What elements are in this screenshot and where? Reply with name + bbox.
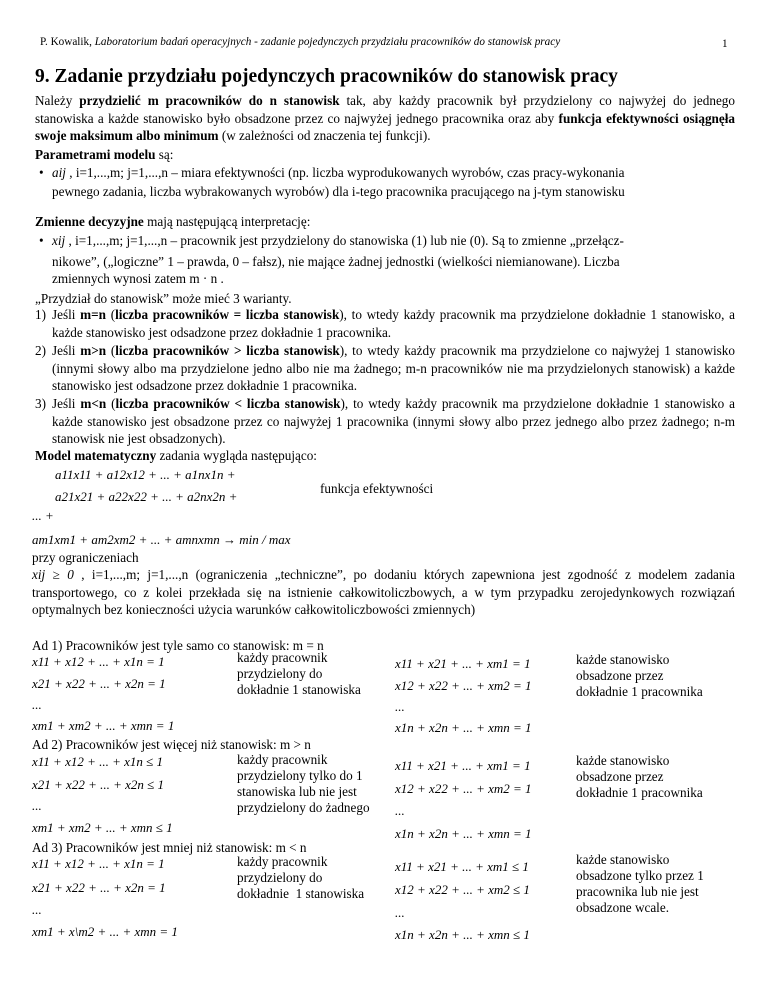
variant-number: 2): [35, 343, 46, 358]
intro-text: Należy: [35, 93, 80, 108]
case-3-right-row: x12 + x22 + ... + xm2 ≤ 1: [395, 882, 530, 897]
model-label: Model matematyczny: [35, 448, 157, 463]
case-3-right-row: ...: [395, 905, 405, 920]
case-2-right-row: x1n + x2n + ... + xmn = 1: [395, 826, 532, 841]
params-label: Parametrami modelu: [35, 147, 156, 162]
case-1-left-row: x11 + x12 + ... + x1n = 1: [32, 654, 165, 669]
decision-heading: [35, 213, 310, 231]
decision-label: Zmienne decyzyjne: [35, 214, 144, 229]
section-title: 9. Zadanie przydziału pojedynczych pracowników do stanowisk pracy: [35, 66, 618, 87]
variant-number: 1): [35, 307, 46, 322]
variants-intro: „Przydział do stanowisk” może mieć 3 warianty.: [35, 291, 292, 306]
variant-text: ), to wtedy każdy pracownik ma przydzielone dokładnie 1 stanowisko, a każde stanowisko jest odsadzone przez dokładnie 1 pracownika.: [52, 307, 735, 340]
variant-3: [52, 395, 735, 448]
bullet2-line3: zmiennych wynosi zatem m · n .: [52, 271, 224, 286]
case-2-right-comment: każde stanowisko obsadzone przez dokładnie 1 pracownika: [576, 753, 703, 800]
case-3-title: Ad 3) Pracowników jest mniej niż stanowisk: m < n: [32, 840, 307, 855]
var-xij: xij: [52, 233, 66, 248]
case-1-right-comment: każde stanowisko obsadzone przez dokładnie 1 pracownika: [576, 652, 703, 699]
case-3-right-row: x1n + x2n + ... + xmn ≤ 1: [395, 927, 530, 942]
intro-text-2: tak, aby każdy pracownik był przydzielony co najwyżej do jednego stanowiska a każde stanowisko było obsadzone przez co najwyżej jednego pracownika oraz aby: [35, 93, 735, 126]
objective-row-3: ... +: [32, 508, 54, 523]
objective-row-4: am1xm1 + am2xm2 + ... + amnxmn → min / max: [32, 532, 291, 547]
case-1-title: Ad 1) Pracowników jest tyle samo co stanowisk: m = n: [32, 638, 324, 653]
var-aij: aij: [52, 165, 66, 180]
variant-1: [52, 306, 735, 341]
nonneg-math: xij ≥ 0: [32, 567, 74, 582]
variant-cond: m=n: [80, 307, 106, 322]
case-3-left-row: xm1 + x\m2 + ... + xmn = 1: [32, 924, 178, 939]
page-number: 1: [722, 38, 728, 50]
objective-row-2: a21x21 + a22x22 + ... + a2nx2n +: [55, 489, 238, 504]
case-3-left-row: x21 + x22 + ... + x2n = 1: [32, 880, 166, 895]
case-3-right-row: x11 + x21 + ... + xm1 ≤ 1: [395, 859, 529, 874]
variant-bold: liczba pracowników = liczba stanowisk: [115, 307, 340, 322]
decision-after: mają następującą interpretację:: [143, 214, 311, 229]
case-3-right-comment: każde stanowisko obsadzone tylko przez 1 pracownika lub nie jest obsadzone wcale.: [576, 852, 704, 915]
case-3-left-row: x11 + x12 + ... + x1n = 1: [32, 856, 165, 871]
case-2-left-row: x11 + x12 + ... + x1n ≤ 1: [32, 754, 164, 769]
bullet1-line2: pewnego zadania, liczba wybrakowanych wyrobów) dla i-tego pracownika pracującego na j-tym stanowisku: [52, 184, 625, 199]
intro-text-3: (w zależności od znaczenia tej funkcji).: [218, 128, 431, 143]
variant-2: [52, 342, 735, 395]
case-2-left-row: x21 + x22 + ... + x2n ≤ 1: [32, 777, 165, 792]
variant-number: 3): [35, 396, 46, 411]
variant-text: (: [106, 307, 116, 322]
objective-row-1: a11x11 + a12x12 + ... + a1nx1n +: [55, 467, 236, 482]
case-1-left-row: ...: [32, 697, 42, 712]
header-author: P. Kowalik,: [40, 36, 92, 48]
case-1-right-row: ...: [395, 699, 405, 714]
case-1-left-row: xm1 + xm2 + ... + xmn = 1: [32, 718, 175, 733]
variant-text: ), to wtedy każdy pracownik ma przydzielone co najwyżej 1 stanowisko (innymi słowy albo ma przydzielone jedno albo nie ma żadnego; m-n pracowników nie ma przydzielonych stanowisk) a każde stanowisko jest odsadzone przez dokładnie 1 pracownika.: [52, 343, 735, 393]
variant-bold: liczba pracowników < liczba stanowisk: [115, 396, 341, 411]
objective-label: funkcja efektywności: [320, 481, 434, 496]
case-3-left-comment: każdy pracownik przydzielony do dokładnie 1 stanowiska: [237, 854, 365, 901]
case-1-right-row: x1n + x2n + ... + xmn = 1: [395, 720, 532, 735]
nonnegativity: [32, 566, 735, 619]
intro-paragraph: [35, 92, 735, 145]
case-1-right-row: x12 + x22 + ... + xm2 = 1: [395, 678, 532, 693]
header-title: Laboratorium badań operacyjnych - zadanie pojedynczych przydziału pracowników do stanowisk pracy: [94, 36, 561, 48]
variant-text: (: [106, 396, 116, 411]
variant-text: Jeśli: [52, 307, 81, 322]
variant-text: (: [106, 343, 116, 358]
case-2-left-row: ...: [32, 798, 42, 813]
case-2-right-row: ...: [395, 803, 405, 818]
intro-bold-assign: przydzielić m pracowników do n stanowisk: [79, 93, 340, 108]
case-1-left-row: x21 + x22 + ... + x2n = 1: [32, 676, 166, 691]
variant-text: ), to wtedy każdy pracownik ma przydzielone dokładnie 1 stanowisko a każde stanowisko jest obsadzone przez co najwyżej 1 pracownika (innymi słowy albo przez jednego albo przez żadnego; n-m stanowisk nie jest obsadzonych).: [52, 396, 735, 446]
case-3-left-row: ...: [32, 902, 42, 917]
bullet-decision: [52, 232, 624, 250]
bullet1-line1: , i=1,...,m; j=1,...,n – miara efektywności (np. liczba wyprodukowanych wyrobów, czas pracy-wykonania: [65, 165, 625, 180]
bullet2-line2: nikowe”, („logiczne” 1 – prawda, 0 – fałsz), nie mające żadnej jednostki (wielkości niemianowane). Liczba: [52, 254, 620, 269]
constraints-label: przy ograniczeniach: [32, 550, 139, 565]
variant-bold: liczba pracowników > liczba stanowisk: [115, 343, 340, 358]
case-2-left-comment: każdy pracownik przydzielony tylko do 1 stanowiska lub nie jest przydzielony do żadnego: [237, 752, 370, 815]
model-heading: [35, 447, 317, 465]
variant-text: Jeśli: [52, 343, 81, 358]
nonneg-text: , i=1,...,m; j=1,...,n (ograniczenia „techniczne”, po dodaniu których zapewniona jest zgodność z modelem zadania transportowego, co z kolei przekłada się na istnienie całkowitoliczbowych, a w tym przypadku zerojedynkowych rozwiązań optymalnych bez konieczności użycia warunków całkowitoliczbowości zmiennych): [32, 567, 736, 617]
case-1-right-row: x11 + x21 + ... + xm1 = 1: [395, 656, 531, 671]
case-1-left-comment: każdy pracownik przydzielony do dokładnie 1 stanowiska: [237, 650, 361, 697]
case-2-title: Ad 2) Pracowników jest więcej niż stanowisk: m > n: [32, 737, 311, 752]
variant-text: Jeśli: [52, 396, 81, 411]
case-2-right-row: x12 + x22 + ... + xm2 = 1: [395, 781, 532, 796]
params-after: są:: [155, 147, 174, 162]
params-heading: [35, 146, 173, 164]
running-header: [40, 36, 560, 48]
variant-cond: m<n: [80, 396, 107, 411]
bullet-parameters: [52, 164, 625, 182]
variant-cond: m>n: [80, 343, 107, 358]
intro-bold-function: funkcja efektywności osiągnęła swoje maksimum albo minimum: [35, 110, 735, 143]
case-2-right-row: x11 + x21 + ... + xm1 = 1: [395, 758, 531, 773]
bullet2-line1: , i=1,...,m; j=1,...,n – pracownik jest przydzielony do stanowiska (1) lub nie (0). Są to zmienne „przełącz-: [65, 233, 624, 248]
model-label-after: zadania wygląda następująco:: [156, 448, 317, 463]
case-2-left-row: xm1 + xm2 + ... + xmn ≤ 1: [32, 820, 173, 835]
